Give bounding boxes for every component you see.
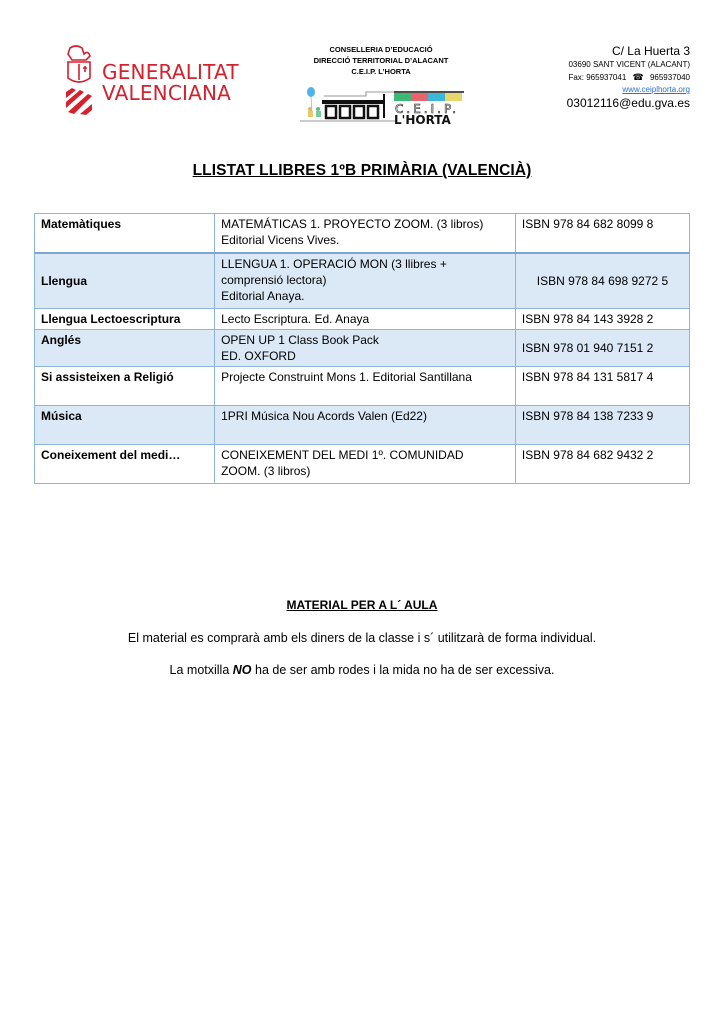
- description-line: LLENGUA 1. OPERACIÓ MON (3 llibres +: [221, 257, 447, 271]
- table-row: [35, 406, 690, 445]
- subject-cell: Música: [35, 406, 215, 445]
- isbn-cell: ISBN 978 01 940 7151 2: [515, 330, 689, 367]
- fax-number: Fax: 965937041: [568, 73, 627, 82]
- backpack-note-emphasis: NO: [232, 663, 252, 677]
- telephone-icon: ☎: [632, 72, 644, 82]
- isbn-cell: ISBN 978 84 143 3928 2: [515, 309, 689, 330]
- contact-info: [567, 44, 690, 111]
- isbn-cell: ISBN 978 84 682 9432 2: [515, 445, 689, 484]
- description-line: Editorial Anaya.: [221, 289, 305, 303]
- description-line: comprensió lectora): [221, 273, 327, 287]
- description-cell: [215, 406, 516, 445]
- page-title: LLISTAT LLIBRES 1ºB PRIMÀRIA (VALENCIÀ): [192, 162, 532, 179]
- material-heading: MATERIAL PER A L´ AULA: [286, 598, 438, 612]
- coat-of-arms-icon: [62, 44, 96, 116]
- conselleria-line: CONSELLERIA D’EDUCACIÓ: [329, 45, 433, 54]
- subject-cell: Matemàtiques: [35, 214, 215, 254]
- description-cell: [215, 445, 516, 484]
- building-icon: [300, 92, 406, 121]
- description-cell: [215, 253, 516, 309]
- book-list-table: [34, 213, 690, 484]
- backpack-note: [0, 663, 724, 677]
- description-line: Editorial Vicens Vives.: [221, 233, 340, 247]
- subject-cell: Llengua Lectoescriptura: [35, 309, 215, 330]
- table-row: [35, 330, 690, 367]
- description-line: CONEIXEMENT DEL MEDI 1º. COMUNIDAD: [221, 448, 464, 462]
- description-cell: [215, 330, 516, 367]
- backpack-note-start: La motxilla: [169, 663, 233, 677]
- school-header: [296, 44, 466, 77]
- street-address: C/ La Huerta 3: [611, 44, 690, 58]
- subject-cell: Si assisteixen a Religió: [35, 367, 215, 406]
- subject-cell: Llengua: [35, 253, 215, 309]
- description-line: OPEN UP 1 Class Book Pack: [221, 333, 379, 347]
- table-row: [35, 253, 690, 309]
- description-line: ED. OXFORD: [221, 349, 296, 363]
- fax-phone-line: [567, 71, 690, 84]
- email-address: 03012116@edu.gva.es: [566, 96, 690, 110]
- city-address: 03690 SANT VICENT (ALACANT): [568, 60, 690, 69]
- direccio-line: DIRECCIÓ TERRITORIAL D’ALACANT: [313, 56, 449, 65]
- description-line: MATEMÁTICAS 1. PROYECTO ZOOM. (3 libros): [221, 217, 484, 231]
- generalitat-line1: GENERALITAT: [102, 60, 239, 84]
- logo-ceip-text: C.E.I.P.: [395, 102, 460, 116]
- generalitat-valenciana-logo: [62, 44, 262, 116]
- isbn-cell: ISBN 978 84 131 5817 4: [515, 367, 689, 406]
- backpack-note-end: ha de ser amb rodes i la mida no ha de ser excessiva.: [251, 663, 555, 677]
- website-link[interactable]: www.ceiplhorta.org: [622, 85, 690, 94]
- generalitat-wordmark: [102, 62, 239, 104]
- isbn-cell: ISBN 978 84 698 9272 5: [515, 253, 689, 309]
- table-row: [35, 214, 690, 254]
- description-cell: [215, 367, 516, 406]
- school-name-line: C.E.I.P. L’HORTA: [351, 67, 411, 76]
- description-line: Projecte Construint Mons 1. Editorial Santillana: [221, 370, 472, 384]
- isbn-cell: ISBN 978 84 682 8099 8: [515, 214, 689, 254]
- table-row: [35, 445, 690, 484]
- isbn-cell: ISBN 978 84 138 7233 9: [515, 406, 689, 445]
- subject-cell: Anglés: [35, 330, 215, 367]
- subject-cell: Coneixement del medi…: [35, 445, 215, 484]
- children-icon: [308, 107, 321, 117]
- description-line: 1PRI Música Nou Acords Valen (Ed22): [221, 409, 427, 423]
- table-row: [35, 367, 690, 406]
- logo-lhorta-text: L'HORTA: [394, 113, 451, 126]
- generalitat-line2: VALENCIANA: [102, 81, 232, 105]
- school-logo: [296, 84, 466, 126]
- description-line: ZOOM. (3 libros): [221, 464, 311, 478]
- material-note: El material es comprarà amb els diners de la classe i s´ utilitzarà de forma individual.: [127, 631, 597, 645]
- description-cell: [215, 309, 516, 330]
- description-cell: [215, 214, 516, 254]
- table-row: [35, 309, 690, 330]
- description-line: Lecto Escriptura. Ed. Anaya: [221, 312, 370, 326]
- phone-number: 965937040: [649, 73, 690, 82]
